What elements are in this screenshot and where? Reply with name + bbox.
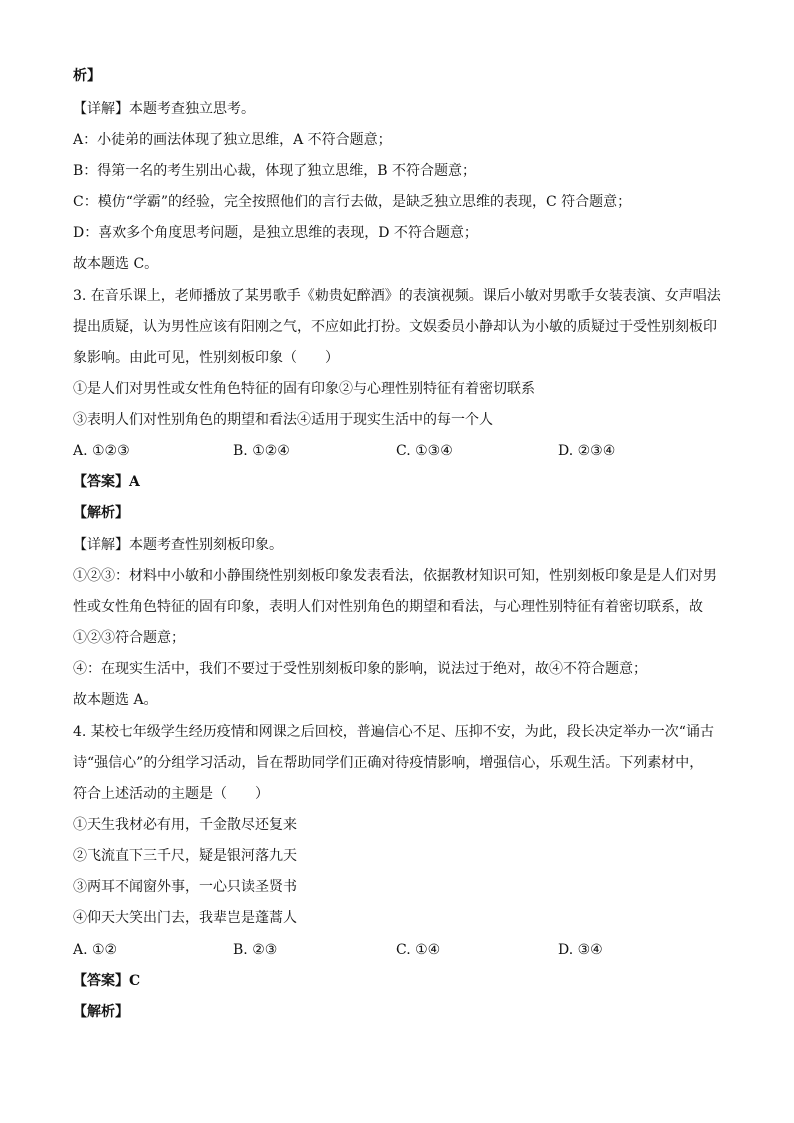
- q3-statement-line-1: ①是人们对男性或女性角色特征的固有印象②与心理性别特征有着密切联系: [73, 381, 535, 397]
- q4-option-a: A. ①②: [73, 942, 118, 958]
- q3-conclusion: 故本题选 A。: [73, 692, 158, 708]
- q4-statement-1: ①天生我材必有用，千金散尽还复来: [73, 817, 297, 833]
- q2-explanation-c: C：模仿“学霸”的经验，完全按照他们的言行去做，是缺乏独立思维的表现，C 符合题意；: [73, 194, 632, 210]
- q3-option-d: D. ②③④: [558, 443, 616, 459]
- q4-stem-line-2: 诗“强信心”的分组学习活动，旨在帮助同学们正确对待疫情影响，增强信心，乐观生活。下列素材中，: [73, 755, 704, 771]
- q3-detail-heading: 【详解】本题考查性别刻板印象。: [73, 537, 283, 553]
- q3-explanation-line-4: ④：在现实生活中，我们不要过于受性别刻板印象的影响，说法过于绝对，故④不符合题意；: [73, 661, 647, 677]
- q3-option-c: C. ①③④: [396, 443, 453, 459]
- q3-option-a: A. ①②③: [73, 443, 130, 459]
- q2-explanation-b: B：得第一名的考生别出心裁，体现了独立思维，B 不符合题意；: [73, 163, 477, 179]
- q2-explanation-d: D：喜欢多个角度思考问题，是独立思维的表现，D 不符合题意；: [73, 225, 478, 241]
- q4-statement-3: ③两耳不闻窗外事，一心只读圣贤书: [73, 879, 297, 895]
- q4-option-c: C. ①④: [396, 942, 441, 958]
- q4-statement-2: ②飞流直下三千尺，疑是银河落九天: [73, 848, 297, 864]
- q2-detail-heading: 【详解】本题考查独立思考。: [73, 101, 255, 117]
- q3-explanation-line-3: ①②③符合题意；: [73, 630, 185, 646]
- q3-explanation-line-1: ①②③：材料中小敏和小静围绕性别刻板印象发表看法，依据教材知识可知，性别刻板印象是是人们对男: [73, 568, 717, 584]
- q2-explanation-a: A：小徒弟的画法体现了独立思维，A 不符合题意；: [73, 132, 392, 148]
- q4-stem-line-3: 符合上述活动的主题是（ ）: [73, 786, 269, 802]
- q3-option-b: B. ①②④: [233, 443, 290, 459]
- q3-answer: 【答案】A: [73, 474, 140, 490]
- q3-statement-line-2: ③表明人们对性别角色的期望和看法④适用于现实生活中的每一个人: [73, 412, 493, 428]
- q3-stem-line-2: 提出质疑，认为男性应该有阳刚之气，不应如此打扮。文娱委员小静却认为小敏的质疑过于受性别刻板印: [73, 319, 717, 335]
- q4-answer: 【答案】C: [73, 973, 141, 989]
- q2-conclusion: 故本题选 C。: [73, 256, 159, 272]
- q3-analysis-heading: 【解析】: [73, 505, 129, 521]
- q3-stem-line-1: 3. 在音乐课上，老师播放了某男歌手《勅贵妃醉酒》的表演视频。课后小敏对男歌手女装表演、女声唱法: [73, 288, 721, 304]
- q4-statement-4: ④仰天大笑出门去，我辈岂是蓬蒿人: [73, 910, 297, 926]
- q4-stem-line-1: 4. 某校七年级学生经历疫情和网课之后回校，普遍信心不足、压抑不安，为此，段长决定举办一次“诵古: [73, 724, 714, 740]
- analysis-tail: 析】: [73, 68, 101, 84]
- q4-analysis-heading: 【解析】: [73, 1004, 129, 1020]
- q4-option-b: B. ②③: [233, 942, 278, 958]
- q4-option-d: D. ③④: [558, 942, 603, 958]
- q3-stem-line-3: 象影响。由此可见，性别刻板印象（ ）: [73, 350, 339, 366]
- q3-explanation-line-2: 性或女性角色特征的固有印象，表明人们对性别角色的期望和看法，与心理性别特征有着密切联系，故: [73, 599, 703, 615]
